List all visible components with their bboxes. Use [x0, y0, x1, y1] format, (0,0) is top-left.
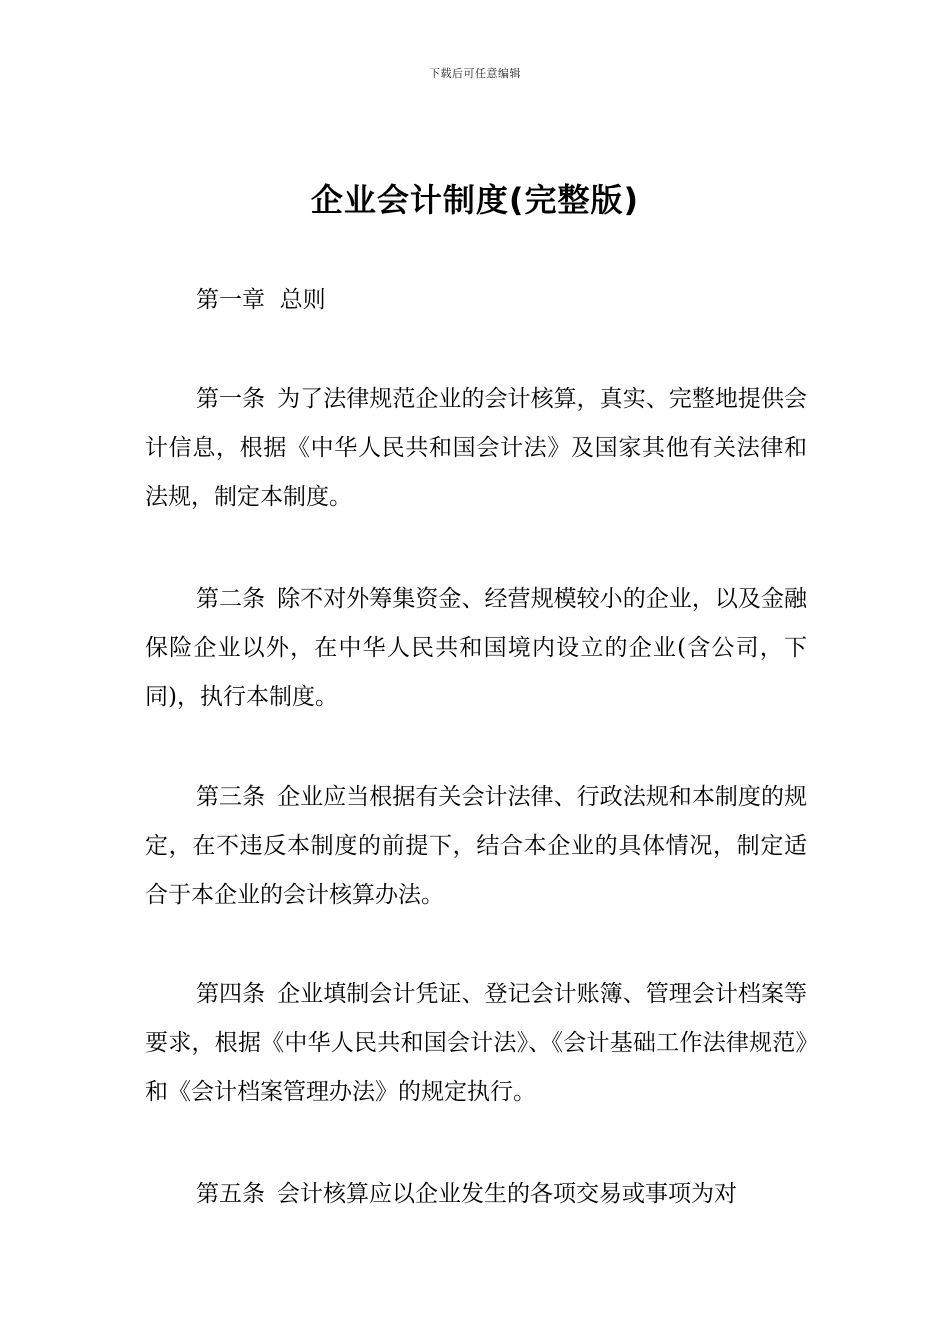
article-paragraph [145, 1170, 807, 1219]
article-number: 第二条 [196, 586, 266, 612]
article-text: 除不对外筹集资金、经营规模较小的企业，以及金融保险企业以外，在中华人民共和国境内设立的企业(含公司，下同)，执行本制度。 [145, 586, 808, 710]
article-paragraph [145, 773, 807, 920]
article-text: 会计核算应以企业发生的各项交易或事项为对 [277, 1181, 737, 1207]
article-number: 第一条 [196, 386, 266, 412]
article-text: 为了法律规范企业的会计核算，真实、完整地提供会计信息，根据《中华人民共和国会计法》及国家其他有关法律和法规，制定本制度。 [145, 386, 808, 510]
page-header-note: 下载后可任意编辑 [429, 67, 521, 80]
document-title: 企业会计制度(完整版) [310, 181, 640, 219]
article-text: 企业填制会计凭证、登记会计账簿、管理会计档案等要求，根据《中华人民共和国会计法》、《会计基础工作法律规范》和《会计档案管理办法》的规定执行。 [145, 981, 808, 1105]
article-text: 企业应当根据有关会计法律、行政法规和本制度的规定，在不违反本制度的前提下，结合本企业的具体情况，制定适合于本企业的会计核算办法。 [145, 784, 808, 908]
chapter-heading: 第一章 总则 [196, 287, 326, 313]
article-number: 第五条 [196, 1181, 265, 1207]
article-paragraph [145, 375, 807, 522]
article-paragraph [145, 575, 807, 722]
article-number: 第三条 [196, 784, 266, 810]
article-paragraph [145, 970, 807, 1117]
article-number: 第四条 [196, 981, 266, 1007]
